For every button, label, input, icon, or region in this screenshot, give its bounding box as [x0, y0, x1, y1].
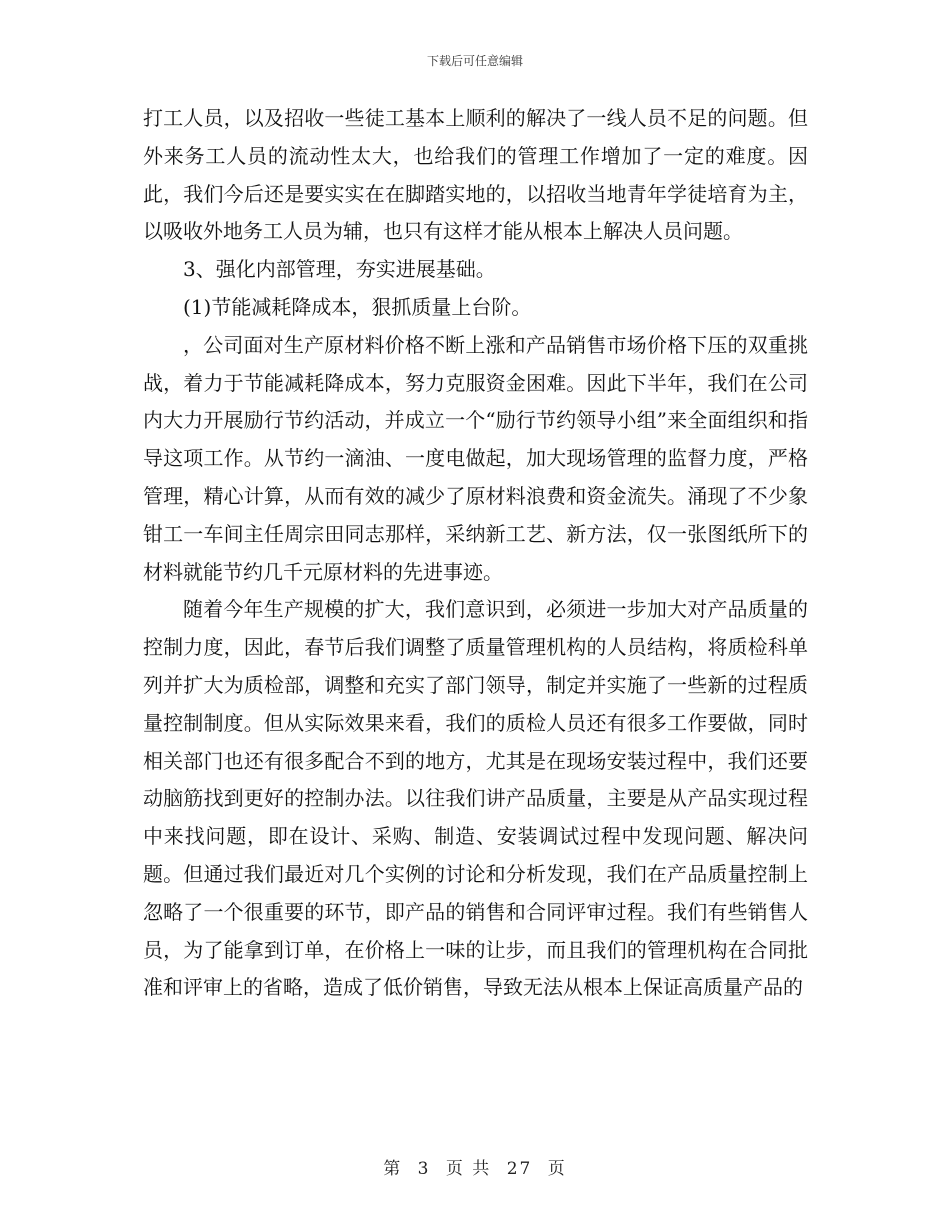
page-footer — [0, 1154, 950, 1179]
footer-prefix: 第 — [383, 1159, 403, 1179]
document-body — [143, 100, 808, 1007]
paragraph-quality-control: 随着今年生产规模的扩大，我们意识到，必须进一步加大对产品质量的控制力度，因此，春节后我们调整了质量管理机构的人员结构，将质检科单列并扩大为质检部，调整和充实了部门领导，制定并实施了一些新的过程质量控制制度。但从实际效果来看，我们的质检人员还有很多工作要做，同时相关部门也还有很多配合不到的地方，尤其是在现场安装过程中，我们还要动脑筋找到更好的控制办法。以往我们讲产品质量，主要是从产品实现过程中来找问题，即在设计、采购、制造、安装调试过程中发现问题、解决问题。但通过我们最近对几个实例的讨论和分析发现，我们在产品质量控制上忽略了一个很重要的环节，即产品的销售和合同评审过程。我们有些销售人员，为了能拿到订单，在价格上一味的让步，而且我们的管理机构在合同批准和评审上的省略，造成了低价销售，导致无法从根本上保证高质量产品的 — [143, 597, 808, 1000]
footer-middle: 页 共 — [445, 1159, 492, 1179]
paragraph-cost-saving: ，公司面对生产原材料价格不断上涨和产品销售市场价格下压的双重挑战，着力于节能减耗降成本，努力克服资金困难。因此下半年，我们在公司内大力开展励行节约活动，并成立一个“励行节约领导小组”来全面组织和指导这项工作。从节约一滴油、一度电做起，加大现场管理的监督力度，严格管理，精心计算，从而有效的减少了原材料浪费和资金流失。涌现了不少象钳工一车间主任周宗田同志那样，采纳新工艺、新方法，仅一张图纸所下的材料就能节约几千元原材料的先进事迹。 — [143, 332, 808, 584]
page-header: 下载后可任意编辑 — [426, 54, 523, 68]
paragraph-continuation: 打工人员，以及招收一些徒工基本上顺利的解决了一线人员不足的问题。但外来务工人员的流动性太大，也给我们的管理工作增加了一定的难度。因此，我们今后还是要实实在在脚踏实地的，以招收当地青年学徒培育为主，以吸收外地务工人员为辅，也只有这样才能从根本上解决人员问题。 — [143, 106, 808, 244]
current-page-number: 3 — [417, 1159, 431, 1179]
section-heading: 3、强化内部管理，夯实进展基础。 — [183, 257, 496, 282]
footer-suffix: 页 — [547, 1159, 567, 1179]
subsection-heading: (1)节能减耗降成本，狠抓质量上台阶。 — [183, 294, 532, 319]
total-page-count: 27 — [506, 1159, 533, 1179]
